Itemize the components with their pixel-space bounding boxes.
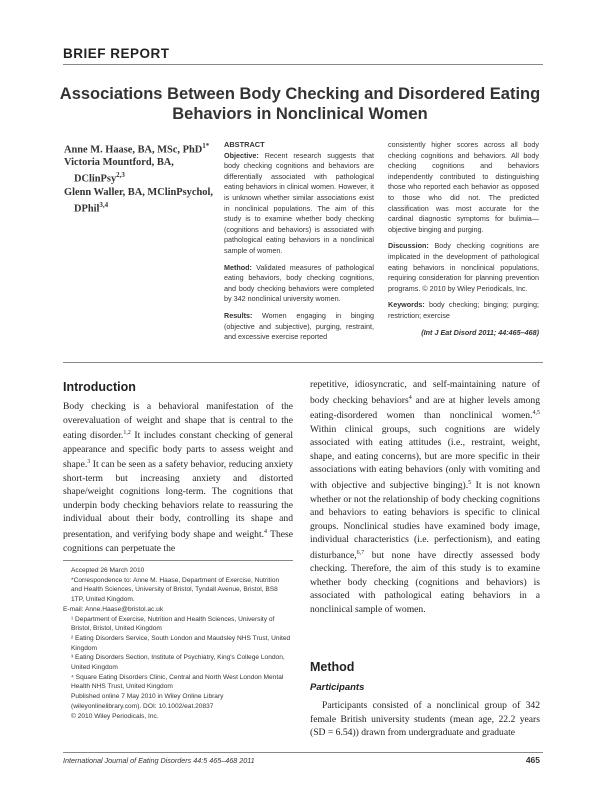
right-column	[310, 378, 540, 740]
author-affiliation: 1*	[202, 142, 210, 150]
abstract-column-right	[388, 140, 539, 338]
author-name: Anne M. Haase, BA, MSc, PhD	[64, 144, 203, 156]
section-label: BRIEF REPORT	[63, 46, 170, 61]
footnote-published: Published online 7 May 2010 in Wiley Online Library (wileyonlinelibrary.com). DOI: 10.1002/eat.20837	[71, 693, 224, 710]
abstract-keywords: Keywords: body checking; binging; purging; restriction; exercise	[388, 300, 540, 320]
introduction-heading: Introduction	[63, 380, 136, 394]
author-affiliation: 2,3	[116, 171, 125, 180]
left-column	[63, 380, 293, 555]
footnote-accepted: Accepted 26 March 2010	[71, 567, 145, 574]
intro-paragraph-1: Body checking is a behavioral manifestation of the overevaluation of weight and shape that is central to the eating disorder.$^{1,2}$ It includes constant checking of general appearance and specific body parts to assess weight and shape.$^3$ It can be seen as a safety behavior, reducing anxiety short-term but increasing anxiety and distorted shape/weight cognitions long-term. The cognitions that underpin body checking behaviors relate to reassuring the individual about their body, controlling its shape and presentation, and verifying body shape and weight.$^4$ These cognitions can perpetuate the	[63, 401, 293, 554]
intro-paragraph-2: repetitive, idiosyncratic, and self-maintaining nature of body checking behaviors$^4$ and are at higher levels among eating-disordered women than nonclinical women.$^{4,5}$ Within clinical groups, such cognitions are widely associated with eating attitudes (i.e., restraint, weight, shape, and eating concerns), but are more specific in their associations with eating behaviors (only with vomiting and with objective and subjective binging).$^5$ It is not known whether or not the relationship of body checking cognitions and behaviors to eating behaviors is specific to clinical groups. Nonclinical studies have examined body image, individual characteristics (i.e. perfectionism), and eating disturbance,$^{6,7}$ but none have directly assessed body checking. Therefore, the aim of this study is to examine whether body checking (cognitions and behaviors) is associated with pathological eating behaviors in a nonclinical sample of women.	[310, 379, 541, 615]
header-rule	[63, 64, 543, 65]
abstract-column-left	[224, 140, 374, 343]
footnote-rule	[63, 560, 293, 561]
footnote-correspondence: *Correspondence to: Anne M. Haase, Department of Exercise, Nutrition and Health Sciences, University of Bristol, Tyndall Avenue, Bristol, BS8 1TP, United Kingdom.	[71, 576, 280, 604]
footnote-affiliation: ² Eating Disorders Service, South London and Maudsley NHS Trust, United Kingdom	[71, 634, 291, 652]
author-degree: DPhil	[74, 203, 100, 215]
author-affiliation: 3,4	[99, 200, 109, 209]
abstract-objective: Objective: Recent research suggests that body checking cognitions and behaviors are differentially associated with pathological eating behaviors in clinical women. However, it is unknown whether similar associations exist in nonclinical populations. The aim of this study is to examine whether body checking (cognitions and behaviors) is associated with pathological eating behaviors in a nonclinical sample of women.	[224, 150, 374, 255]
author-name: Glenn Waller, BA, MClinPsychol,	[64, 186, 213, 198]
abstract-rule	[63, 362, 543, 363]
author-name: Victoria Mountford, BA,	[64, 157, 174, 169]
footnotes	[63, 566, 291, 721]
method-paragraph-1: Participants consisted of a nonclinical group of 342 female British university students (mean age, 22.2 years (SD = 6.54)) drawn from undergraduate and graduate	[310, 700, 540, 739]
method-heading: Method	[310, 660, 355, 675]
footnote-affiliation: ¹ Department of Exercise, Nutrition and Health Sciences, University of Bristol, Bristol, United Kingdom	[71, 615, 275, 633]
abstract-citation: (Int J Eat Disord 2011; 44:465–468)	[421, 327, 539, 337]
journal-footer: International Journal of Eating Disorders 44:5 465–468 2011	[63, 756, 255, 765]
footnote-affiliation: ⁴ Square Eating Disorders Clinic, Central and North West London Mental Health NHS Trust, United Kingdom	[71, 673, 284, 691]
article-title: Associations Between Body Checking and Disordered Eating Behaviors in Nonclinical Women	[59, 85, 541, 123]
page-number: 465	[525, 755, 540, 765]
abstract-results: Results: Women engaging in binging (objective and subjective), purging, restraint, and excessive exercise reported	[224, 310, 375, 342]
author-list	[64, 140, 224, 215]
abstract-results-cont: consistently higher scores across all body checking cognitions and behaviors. All body checking cognitions and behaviors independently contributed to distinguishing those who reported each behavior as opposed to those who did not. The predicted classification was most accurate for the cardinal diagnostic symptoms for bulimia—objective binging and purging.	[388, 140, 539, 234]
footnote-email: E-mail: Anne.Haase@bristol.ac.uk	[63, 605, 164, 613]
participants-subheading: Participants	[310, 682, 365, 694]
abstract-discussion: Discussion: Body checking cognitions are implicated in the development of pathological eating behaviors in nonclinical populations, requiring consideration for planning prevention programs. © 2010 by Wiley Periodicals, Inc.	[388, 241, 539, 293]
abstract-method: Method: Validated measures of pathological eating behaviors, body checking cognitions, and body checking behaviors were completed by 342 nonclinical university women.	[224, 262, 375, 304]
footnote-affiliation: ³ Eating Disorders Section, Institute of Psychiatry, King's College London, United Kingdom	[71, 654, 285, 672]
footer-rule	[63, 752, 543, 753]
footnote-copyright: © 2010 Wiley Periodicals, Inc.	[71, 712, 159, 720]
abstract-heading: ABSTRACT	[224, 140, 265, 149]
author-degree: DClinPsy	[74, 173, 117, 185]
